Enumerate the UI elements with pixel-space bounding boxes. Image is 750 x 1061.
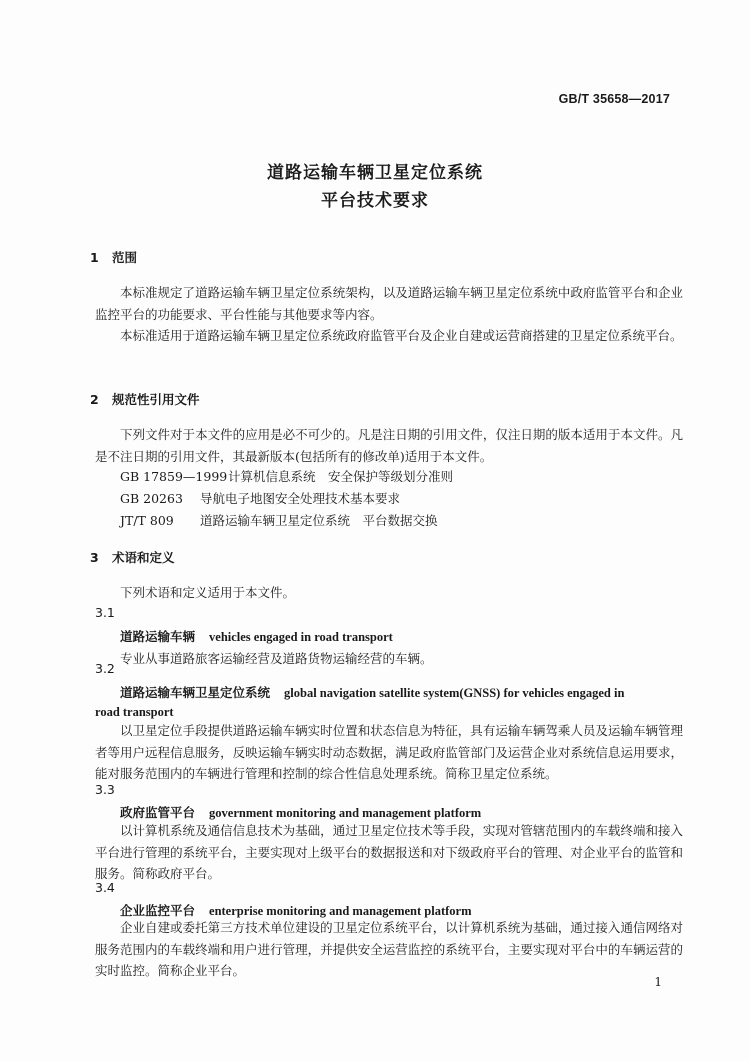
clause-number: 3.2	[95, 661, 115, 676]
term-definition: 以卫星定位手段提供道路运输车辆实时位置和状态信息为特征，具有运输车辆驾乘人员及运输车辆管理者等用户远程信息服务，反映运输车辆实时动态数据，满足政府监管部门及运营企业对系统信息运用要求，能对服务范围内的车辆进行管理和控制的综合性信息处理系统。简称卫星定位系统。	[95, 723, 683, 781]
term-definition: 以计算机系统及通信信息技术为基础，通过卫星定位技术等手段，实现对管辖范围内的车载终端和接入平台进行管理的系统平台，主要实现对上级平台的数据报送和对下级政府平台的管理、对企业平台的监管和服务。简称政府平台。	[95, 823, 683, 881]
clause-number: 3.4	[95, 880, 115, 895]
term-definition: 企业自建或委托第三方技术单位建设的卫星定位系统平台，以计算机系统为基础，通过接入通信网络对服务范围内的车载终端和用户进行管理，并提供安全运营监控的系统平台，主要实现对平台中的车辆运营的实时监控。简称企业平台。	[95, 920, 683, 978]
document-title-line2: 平台技术要求	[321, 191, 429, 211]
section-1-heading	[90, 248, 137, 266]
standard-number: GB/T 35658—2017	[558, 92, 670, 106]
clause-number: 3.3	[95, 782, 115, 797]
section-2-paragraph-1: 下列文件对于本文件的应用是必不可少的。凡是注日期的引用文件，仅注日期的版本适用于本文件。凡是不注日期的引用文件，其最新版本(包括所有的修改单)适用于本文件。	[95, 427, 683, 464]
section-number: 3	[90, 550, 99, 565]
section-number: 1	[90, 250, 99, 265]
term-heading: 政府监管平台 government monitoring and management platform	[120, 805, 482, 820]
reference-item: GB 20263 导航电子地图安全处理技术基本要求	[120, 491, 401, 506]
term-heading: 企业监控平台 enterprise monitoring and management platform	[120, 903, 472, 918]
section-3-paragraph-1: 下列术语和定义适用于本文件。	[120, 585, 296, 600]
section-title: 范围	[112, 250, 138, 265]
clause-number: 3.1	[95, 605, 115, 620]
term-heading: 道路运输车辆卫星定位系统 global navigation satellite system(GNSS) for vehicles engaged in	[120, 685, 625, 700]
term-definition: 专业从事道路旅客运输经营及道路货物运输经营的车辆。	[120, 651, 433, 666]
section-number: 2	[90, 392, 99, 407]
reference-item: JT/T 809 道路运输车辆卫星定位系统 平台数据交换	[120, 513, 438, 528]
term-heading-continued: road transport	[95, 705, 174, 719]
section-title: 规范性引用文件	[112, 392, 200, 407]
section-1-paragraph-1: 本标准规定了道路运输车辆卫星定位系统架构，以及道路运输车辆卫星定位系统中政府监管平台和企业监控平台的功能要求、平台性能与其他要求等内容。	[95, 285, 683, 322]
section-2-heading	[90, 390, 200, 408]
document-title-line1: 道路运输车辆卫星定位系统	[267, 163, 483, 183]
section-3-heading	[90, 548, 175, 566]
section-1-paragraph-2: 本标准适用于道路运输车辆卫星定位系统政府监管平台及企业自建或运营商搭建的卫星定位系统平台。	[120, 328, 683, 343]
term-heading: 道路运输车辆 vehicles engaged in road transport	[120, 629, 393, 644]
reference-item: GB 17859—1999计算机信息系统 安全保护等级划分准则	[120, 469, 454, 484]
section-title: 术语和定义	[112, 550, 175, 565]
page-number: 1	[654, 975, 662, 989]
